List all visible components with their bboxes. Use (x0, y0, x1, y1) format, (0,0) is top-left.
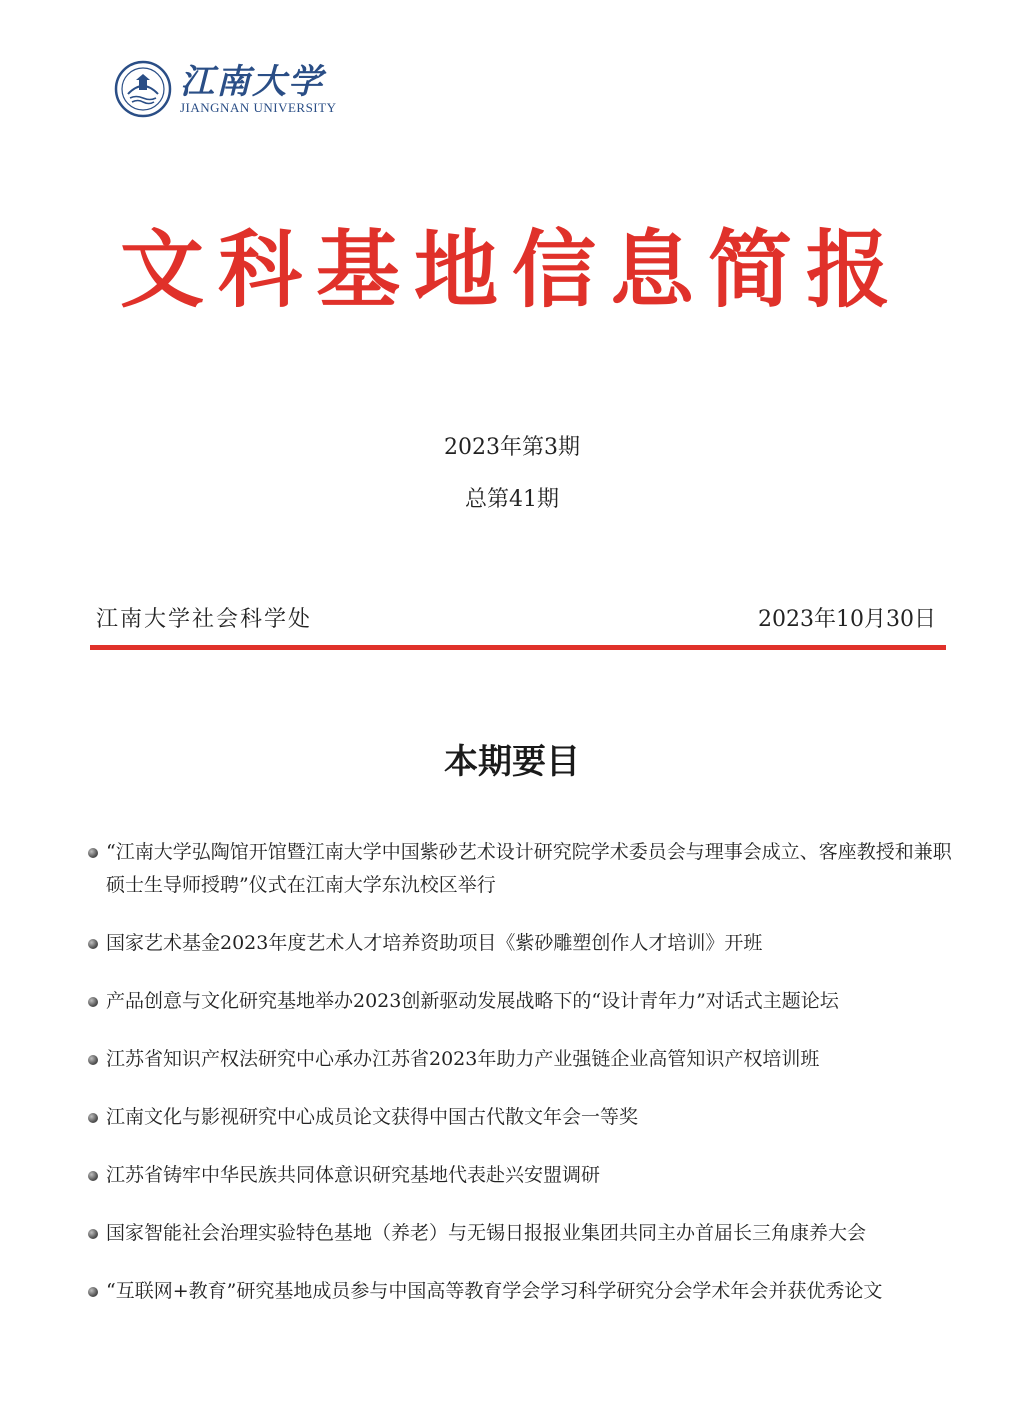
total-issue-number: 总第41期 (465, 487, 559, 512)
logo-english-name: JIANGNAN UNIVERSITY (180, 100, 337, 115)
bullet-icon (88, 1229, 98, 1239)
list-item (88, 927, 958, 960)
item-text: 产品创意与文化研究基地举办2023创新驱动发展战略下的“设计青年力”对话式主题论坛 (106, 990, 839, 1012)
item-text: 江苏省知识产权法研究中心承办江苏省2023年助力产业强链企业高管知识产权培训班 (106, 1048, 820, 1070)
list-item (88, 1275, 958, 1308)
contents-title: 本期要目 (444, 742, 580, 782)
publication-date: 2023年10月30日 (758, 607, 936, 632)
red-divider (90, 645, 946, 650)
university-logo (114, 60, 336, 118)
list-item (88, 1043, 958, 1076)
issue-number: 2023年第3期 (444, 435, 580, 460)
list-item (88, 1101, 958, 1134)
item-text: 国家智能社会治理实验特色基地（养老）与无锡日报报业集团共同主办首届长三角康养大会 (106, 1222, 867, 1244)
publisher: 江南大学社会科学处 (96, 607, 313, 632)
list-item (88, 836, 958, 902)
item-text: “互联网+教育”研究基地成员参与中国高等教育学会学习科学研究分会学术年会并获优秀论文 (106, 1280, 883, 1302)
bullet-icon (88, 848, 98, 858)
university-emblem-icon (114, 60, 172, 118)
contents-list (88, 836, 958, 1333)
list-item (88, 1159, 958, 1192)
bulletin-title: 文科基地信息简报 (119, 221, 904, 319)
item-text: “江南大学弘陶馆开馆暨江南大学中国紫砂艺术设计研究院学术委员会与理事会成立、客座教授和兼职硕士生导师授聘”仪式在江南大学东氿校区举行 (106, 841, 952, 896)
bullet-icon (88, 1113, 98, 1123)
bullet-icon (88, 1287, 98, 1297)
logo-chinese-name: 江南大学 (180, 62, 324, 102)
bullet-icon (88, 1055, 98, 1065)
item-text: 江苏省铸牢中华民族共同体意识研究基地代表赴兴安盟调研 (106, 1164, 601, 1186)
list-item (88, 985, 958, 1018)
item-text: 国家艺术基金2023年度艺术人才培养资助项目《紫砂雕塑创作人才培训》开班 (106, 932, 763, 954)
bullet-icon (88, 939, 98, 949)
list-item (88, 1217, 958, 1250)
bullet-icon (88, 997, 98, 1007)
item-text: 江南文化与影视研究中心成员论文获得中国古代散文年会一等奖 (106, 1106, 639, 1128)
bullet-icon (88, 1171, 98, 1181)
